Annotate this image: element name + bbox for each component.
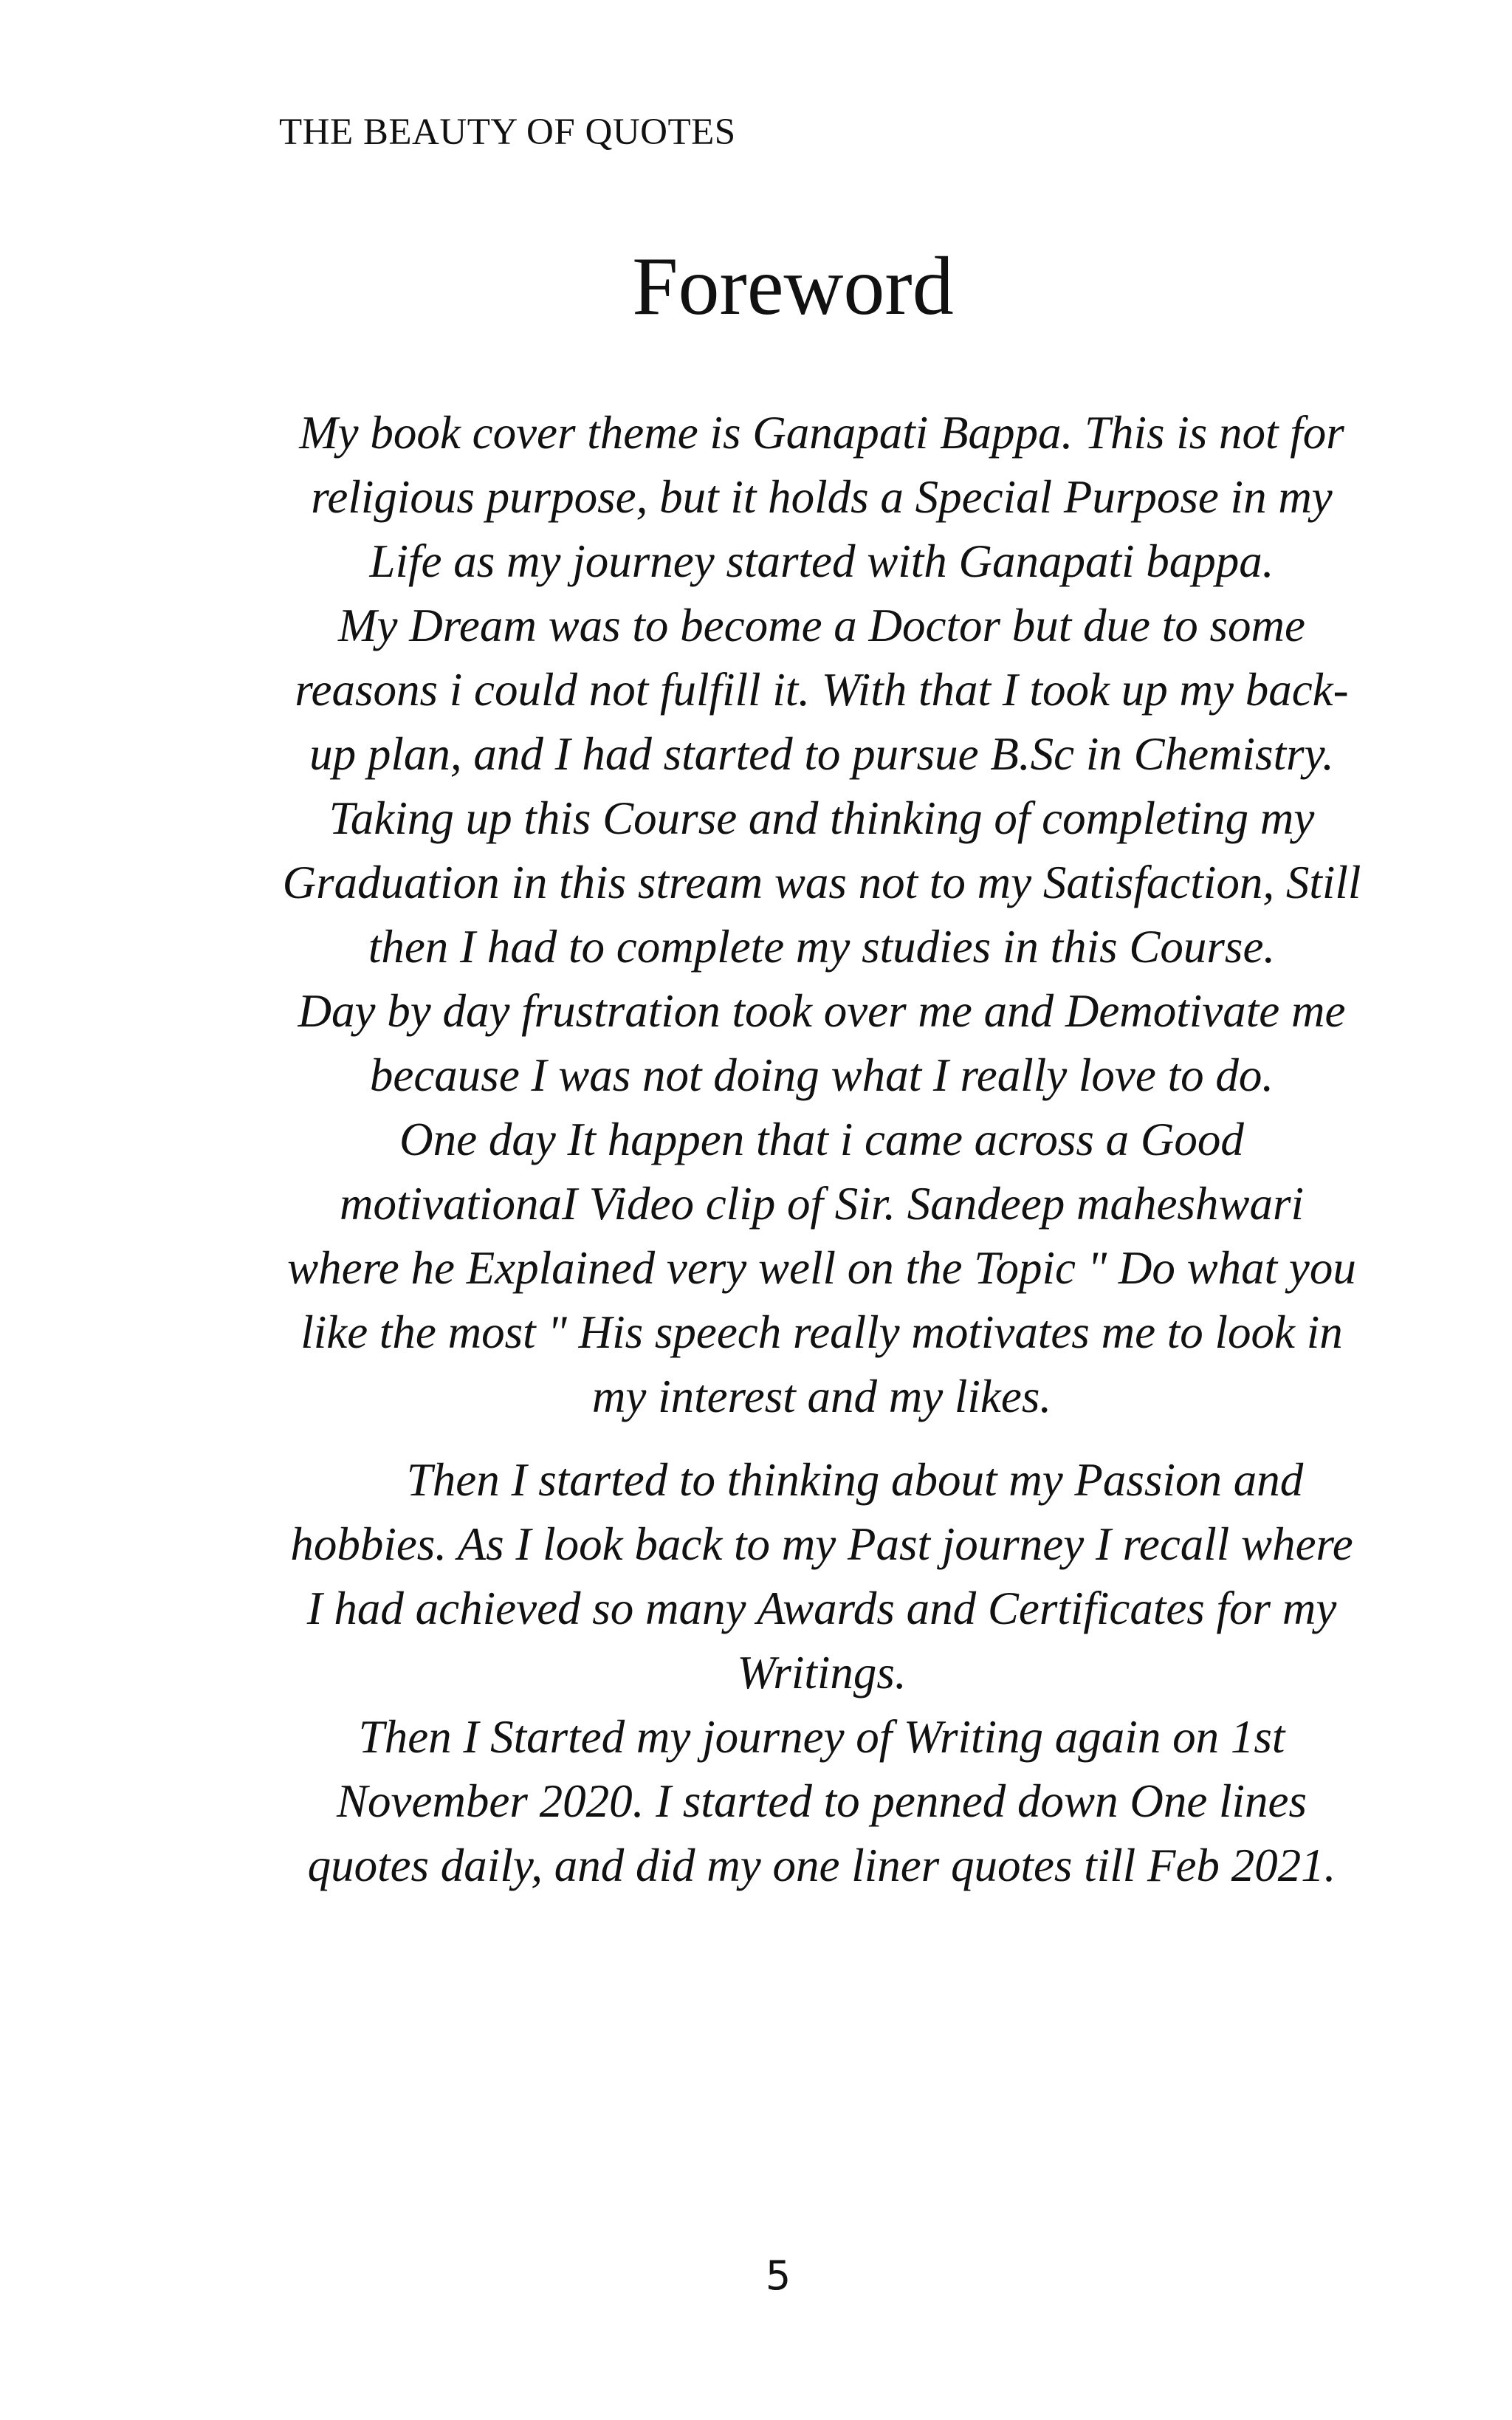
page-number: 5 (765, 2252, 791, 2299)
paragraph-writing-journey: Then I Started my journey of Writing again on 1st November 2020. I started to penned down One lines quotes daily, and did my one liner quotes till Feb 2021. (307, 1711, 1336, 1891)
running-header: THE BEAUTY OF QUOTES (279, 112, 736, 153)
foreword-body (279, 401, 1364, 1898)
paragraph-motivation: One day It happen that i came across a Good motivationaI Video clip of Sir. Sandeep maheshwari where he Explained very well on the Topic " Do what you like the most " His speech really motivates me to look in my interest and my likes. (287, 1114, 1356, 1422)
paragraph-course: Taking up this Course and thinking of completing my Graduation in this stream was not to my Satisfaction, Still then I had to complete my studies in this Course. (282, 792, 1361, 973)
paragraph-passion: Then I started to thinking about my Passion and hobbies. As I look back to my Past journey I recall where I had achieved so many Awards and Certificates for my Writings. (290, 1454, 1353, 1699)
paragraph-cover-theme: My book cover theme is Ganapati Bappa. This is not for religious purpose, but it holds a Special Purpose in my Life as my journey started with Ganapati bappa. (299, 407, 1344, 587)
paragraph-dream: My Dream was to become a Doctor but due to some reasons i could not fulfill it. With that I took up my back-up plan, and I had started to pursue B.Sc in Chemistry. (295, 600, 1349, 780)
paragraph-frustration: Day by day frustration took over me and Demotivate me because I was not doing what I really love to do. (298, 985, 1346, 1101)
page-title: Foreword (632, 241, 954, 332)
